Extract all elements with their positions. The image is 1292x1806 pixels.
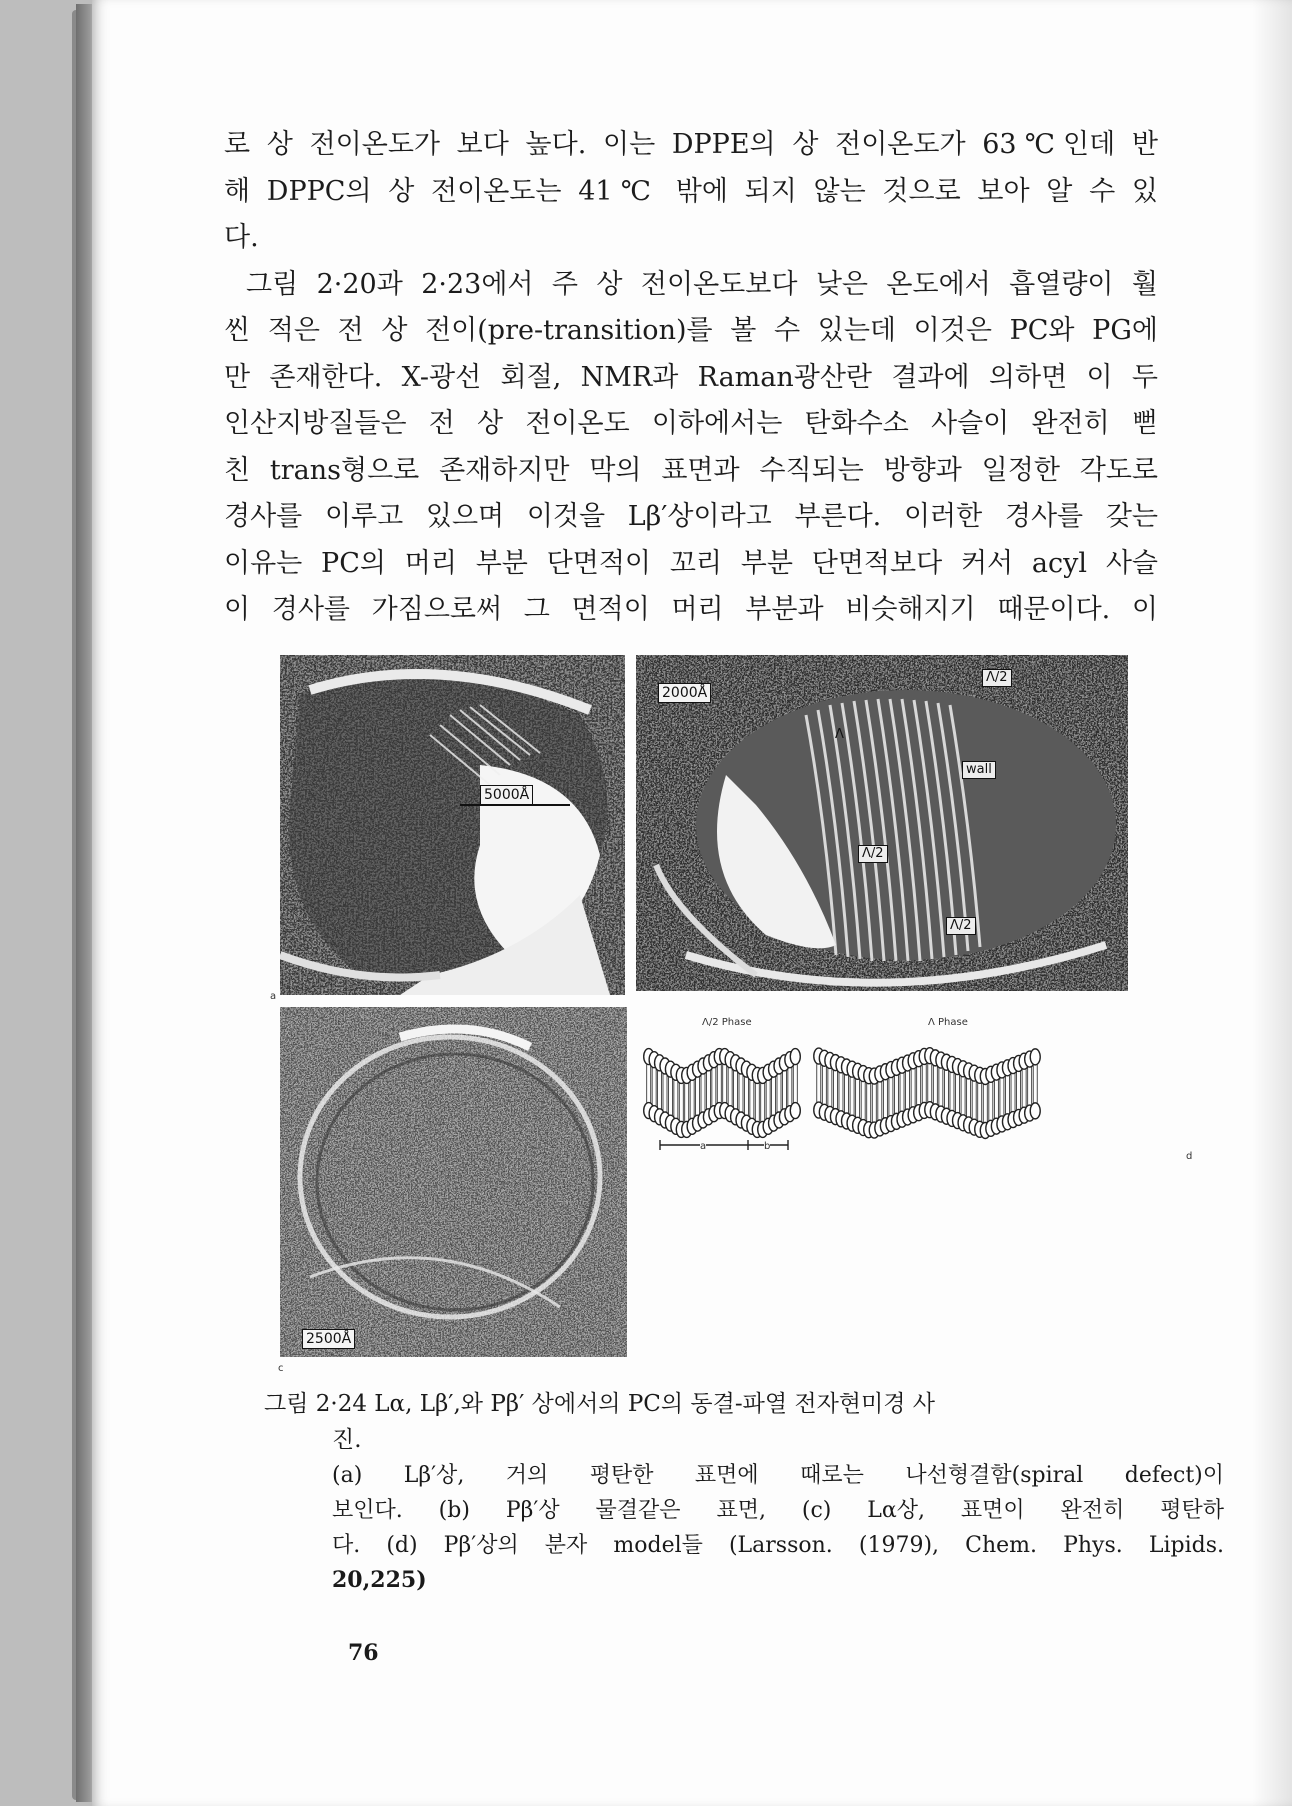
caption-title-cont: 진. xyxy=(332,1427,362,1453)
body-line: 경사를 이루고 있으며 이것을 Lβ′상이라고 부른다. 이러한 경사를 갖는 xyxy=(224,501,1158,532)
model-title-right: Λ Phase xyxy=(928,1017,968,1028)
body-line: 다. xyxy=(224,222,259,253)
body-line: 만 존재한다. X-광선 회절, NMR과 Raman광산란 결과에 의하면 이 두 xyxy=(224,361,1158,393)
lipid-head xyxy=(790,1103,800,1119)
body-line: 이유는 PC의 머리 부분 단면적이 꼬리 부분 단면적보다 커서 acyl 사슬 xyxy=(224,547,1158,579)
scale-bar-label-c: 2500Å xyxy=(302,1329,355,1349)
caption-line: 다. (d) Pβ′상의 분자 model들 (Larsson. (1979), Chem. Phys. Lipids. xyxy=(332,1533,1224,1558)
body-paragraph xyxy=(224,122,1158,634)
caption-line: 20,225) xyxy=(332,1567,427,1593)
lipid-head xyxy=(1030,1103,1040,1119)
molecular-model-d xyxy=(638,1015,1198,1175)
book-page xyxy=(92,0,1292,1806)
scale-bar-label-a: 5000Å xyxy=(480,785,533,805)
panel-letter-d: d xyxy=(1186,1151,1193,1162)
caption-line: (a) Lβ′상, 거의 평탄한 표면에 때로는 나선형결함(spiral defect)이 xyxy=(332,1463,1224,1488)
body-line: 씬 적은 전 상 전이(pre-transition)를 볼 수 있는데 이것은 PC와 PG에 xyxy=(224,315,1158,346)
page-number: 76 xyxy=(348,1640,379,1666)
phase-label: Λ/2 xyxy=(982,669,1012,687)
phase-label: Λ/2 xyxy=(858,845,888,863)
body-line: 친 trans형으로 존재하지만 막의 표면과 수직되는 방향과 일정한 각도로 xyxy=(224,454,1158,486)
body-line: 그림 2·20과 2·23에서 주 상 전이온도보다 낮은 온도에서 흡열량이 훨 xyxy=(246,268,1158,300)
body-line: 로 상 전이온도가 보다 높다. 이는 DPPE의 상 전이온도가 63℃인데 반 xyxy=(224,129,1158,160)
panel-letter-c: c xyxy=(278,1363,284,1374)
page-shade xyxy=(1252,0,1292,1806)
wall-label: wall xyxy=(962,761,996,779)
caption-title: 그림 2·24 Lα, Lβ′,와 Pβ′ 상에서의 PC의 동결-파열 전자현미경 사 xyxy=(264,1391,935,1417)
caption-line: 보인다. (b) Pβ′상 물결같은 표면, (c) Lα상, 표면이 완전히 평탄하 xyxy=(332,1498,1224,1523)
body-line: 해 DPPC의 상 전이온도는 41℃ 밖에 되지 않는 것으로 보아 알 수 있 xyxy=(224,175,1158,207)
figure-caption xyxy=(264,1386,1224,1598)
micrograph-b xyxy=(636,655,1128,991)
figure-2-24 xyxy=(270,655,1224,1374)
caption-body xyxy=(264,1458,1224,1598)
body-line: 인산지방질들은 전 상 전이온도 이하에서는 탄화수소 사슬이 완전히 뻗 xyxy=(224,408,1158,439)
scale-bar-label-b: 2000Å xyxy=(658,683,711,703)
dimension-b: b xyxy=(764,1141,771,1152)
phase-label: Λ xyxy=(835,727,844,742)
model-title-left: Λ/2 Phase xyxy=(702,1017,752,1028)
micrograph-a xyxy=(280,655,625,995)
lipid-head xyxy=(1030,1049,1040,1065)
micrograph-c xyxy=(280,1007,627,1357)
body-line: 이 경사를 가짐으로써 그 면적이 머리 부분과 비슷해지기 때문이다. 이 xyxy=(224,594,1158,625)
lipid-head xyxy=(790,1049,800,1065)
dimension-a: a xyxy=(700,1141,707,1152)
phase-label: Λ/2 xyxy=(946,917,976,935)
panel-letter-a: a xyxy=(270,991,277,1002)
